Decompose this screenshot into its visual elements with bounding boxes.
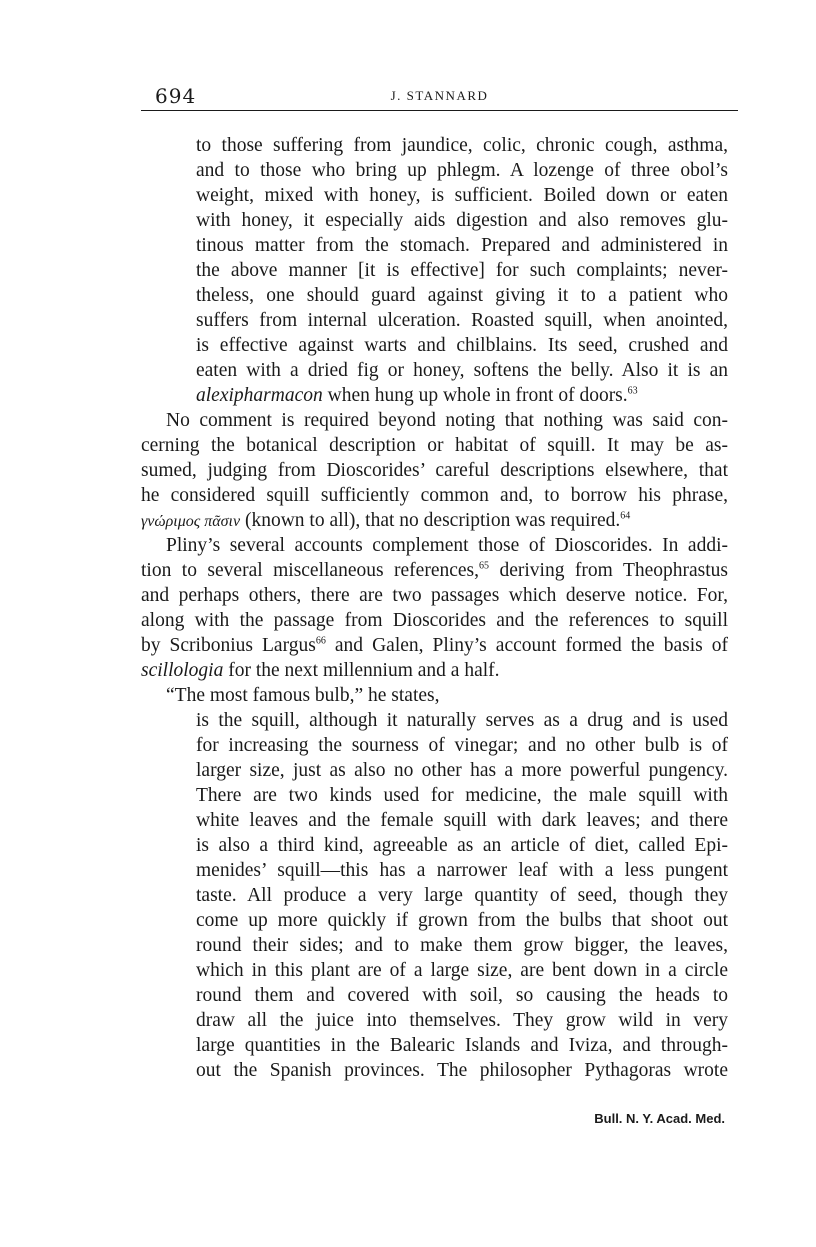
- line-text: Pliny’s several accounts complement those of Dioscorides. In addi-: [166, 535, 728, 556]
- text-line: [196, 258, 728, 283]
- line-text: eaten with a dried fig or honey, softens the belly. Also it is an: [196, 360, 728, 381]
- line-text: suffers from internal ulceration. Roasted squill, when anointed,: [196, 310, 728, 331]
- italic-term: alexipharmacon: [196, 385, 323, 406]
- line-text: round their sides; and to make them grow bigger, the leaves,: [196, 935, 728, 956]
- text-line: [196, 933, 728, 958]
- line-text: menides’ squill—this has a narrower leaf with a less pungent: [196, 860, 728, 881]
- text-line: [196, 1058, 728, 1083]
- line-text: is effective against warts and chilblains. Its seed, crushed and: [196, 335, 728, 356]
- line-text: is the squill, although it naturally serves as a drug and is used: [196, 710, 728, 731]
- text-line: [141, 483, 728, 508]
- page-number: 694: [155, 84, 197, 108]
- line-text: cerning the botanical description or habitat of squill. It may be as-: [141, 435, 728, 456]
- text-line: [141, 658, 728, 683]
- line-text: white leaves and the female squill with dark leaves; and there: [196, 810, 728, 831]
- text-line: [196, 283, 728, 308]
- text-line: [141, 458, 728, 483]
- line-text: is also a third kind, agreeable as an article of diet, called Epi-: [196, 835, 728, 856]
- greek-phrase: γνώριμος πᾶσιν: [141, 513, 241, 530]
- line-text: tion to several miscellaneous references,: [141, 560, 480, 581]
- line-text: No comment is required beyond noting that nothing was said con-: [166, 410, 728, 431]
- text-line: [141, 608, 728, 633]
- footnote-ref: 66: [315, 635, 326, 647]
- line-text: large quantities in the Balearic Islands and Iviza, and through-: [196, 1035, 728, 1056]
- line-text: tinous matter from the stomach. Prepared and administered in: [196, 235, 728, 256]
- line-text: deriving from Theophrastus: [499, 560, 729, 581]
- footnote-ref: 64: [620, 510, 631, 522]
- text-line: [196, 808, 728, 833]
- text-line: [141, 508, 728, 533]
- line-text: come up more quickly if grown from the bulbs that shoot out: [196, 910, 728, 931]
- line-text: “The most famous bulb,” he states,: [166, 685, 440, 706]
- line-text: (known to all), that no description was required.: [244, 510, 621, 531]
- text-line: [196, 358, 728, 383]
- line-text: weight, mixed with honey, is sufficient. Boiled down or eaten: [196, 185, 728, 206]
- text-line: [141, 633, 728, 658]
- page-header: [141, 84, 738, 111]
- text-line: [196, 983, 728, 1008]
- text-line: [196, 858, 728, 883]
- text-line: [196, 958, 728, 983]
- line-text: sumed, judging from Dioscorides’ careful descriptions elsewhere, that: [141, 460, 728, 481]
- line-text: draw all the juice into themselves. They grow wild in very: [196, 1010, 728, 1031]
- line-text: theless, one should guard against giving it to a patient who: [196, 285, 728, 306]
- text-line: [166, 533, 728, 558]
- line-text: for increasing the sourness of vinegar; and no other bulb is of: [196, 735, 728, 756]
- line-text: he considered squill sufficiently common and, to borrow his phrase,: [141, 485, 728, 506]
- line-text: along with the passage from Dioscorides and the references to squill: [141, 610, 728, 631]
- text-line: [196, 733, 728, 758]
- line-text: and Galen, Pliny’s account formed the basis of: [334, 635, 729, 656]
- footnote-ref: 65: [479, 560, 490, 572]
- text-line: [196, 208, 728, 233]
- text-line: [141, 558, 728, 583]
- text-line: [166, 408, 728, 433]
- text-line: [196, 758, 728, 783]
- text-line: [166, 683, 728, 708]
- text-line: [196, 908, 728, 933]
- line-text: to those suffering from jaundice, colic, chronic cough, asthma,: [196, 135, 728, 156]
- text-line: [196, 233, 728, 258]
- text-line: [196, 133, 728, 158]
- line-text: when hung up whole in front of doors.: [327, 385, 628, 406]
- text-line: [196, 333, 728, 358]
- text-line: [141, 583, 728, 608]
- text-line: [196, 308, 728, 333]
- footnote-ref: 63: [627, 385, 638, 397]
- line-text: for the next millennium and a half.: [228, 660, 500, 681]
- line-text: larger size, just as also no other has a more powerful pungency.: [196, 760, 728, 781]
- text-line: [196, 833, 728, 858]
- text-line: [196, 183, 728, 208]
- line-text: out the Spanish provinces. The philosopher Pythagoras wrote: [196, 1060, 728, 1081]
- line-text: There are two kinds used for medicine, the male squill with: [196, 785, 728, 806]
- text-line: [196, 1033, 728, 1058]
- running-head: J. STANNARD: [390, 88, 489, 103]
- line-text: round them and covered with soil, so causing the heads to: [196, 985, 728, 1006]
- journal-footer: Bull. N. Y. Acad. Med.: [594, 1111, 725, 1126]
- text-line: [196, 158, 728, 183]
- line-text: by Scribonius Largus: [141, 635, 316, 656]
- text-line: [196, 708, 728, 733]
- text-line: [196, 783, 728, 808]
- line-text: with honey, it especially aids digestion and also removes glu-: [196, 210, 728, 231]
- text-line: [196, 883, 728, 908]
- line-text: the above manner [it is effective] for such complaints; never-: [196, 260, 728, 281]
- line-text: and to those who bring up phlegm. A lozenge of three obol’s: [196, 160, 728, 181]
- line-text: which in this plant are of a large size, are bent down in a circle: [196, 960, 728, 981]
- line-text: and perhaps others, there are two passages which deserve notice. For,: [141, 585, 728, 606]
- italic-term: scillologia: [141, 660, 224, 681]
- text-line: [141, 433, 728, 458]
- text-line: [196, 383, 728, 408]
- line-text: taste. All produce a very large quantity of seed, though they: [196, 885, 728, 906]
- text-line: [196, 1008, 728, 1033]
